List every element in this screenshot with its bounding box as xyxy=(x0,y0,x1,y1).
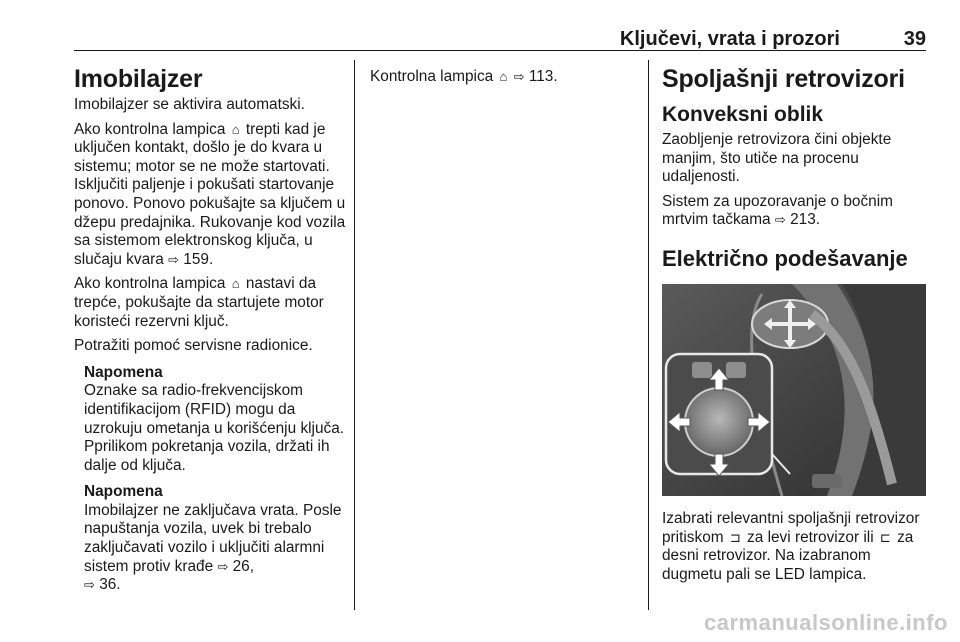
page-ref-link[interactable]: 36. xyxy=(99,576,121,594)
paragraph: Izabrati relevantni spoljašnji retrovizor pritiskom ⊐ za levi retrovizor ili ⊏ za desni retrovizor. Na izabranom dugmetu pali se LED lampica. xyxy=(662,509,920,583)
paragraph: Ako kontrolna lampica ⌂ nastavi da trepće, pokušajte da startujete motor koristeći rezervni ključ. xyxy=(74,275,324,330)
column-immobilizer xyxy=(74,64,346,603)
paragraph: Imobilajzer se aktivira automatski. xyxy=(74,96,305,113)
page-ref-link[interactable]: 213. xyxy=(790,211,821,229)
ref-arrow-icon: ⇨ xyxy=(217,558,229,574)
immobilizer-icon: ⌂ xyxy=(231,276,240,292)
immobilizer-icon: ⌂ xyxy=(231,121,240,137)
column-mirrors xyxy=(662,64,928,590)
chapter-title: Ključevi, vrata i prozori xyxy=(619,28,840,50)
mirror-select-left-button xyxy=(692,362,712,378)
note-text: Imobilajzer ne zaključava vrata. Posle napuštanja vozila, uvek bi trebalo zaključavati vozilo i uključiti alarmni sistem protiv krađe ⇨ 26, ⇨ 36. xyxy=(84,501,342,594)
section-heading: Imobilajzer xyxy=(74,65,203,93)
watermark: carmanualsonline.info xyxy=(704,610,948,635)
ref-arrow-icon: ⇨ xyxy=(84,577,95,593)
immobilizer-icon: ⌂ xyxy=(499,69,508,84)
ref-arrow-icon: ⇨ xyxy=(513,69,525,84)
mirror-adjust-knob xyxy=(685,388,753,456)
subsection-heading: Konveksni oblik xyxy=(662,103,824,126)
subsection-heading: Električno podešavanje xyxy=(662,245,908,271)
page-ref-link[interactable]: 26, xyxy=(232,557,255,575)
paragraph: Zaobljenje retrovizora čini objekte manjim, što utiče na procenu udaljenosti. xyxy=(662,131,892,186)
page-ref-link[interactable]: 113. xyxy=(528,68,558,85)
section-heading: Spoljašnji retrovizori xyxy=(662,65,905,93)
page-number: 39 xyxy=(903,28,926,50)
page-header xyxy=(74,26,926,51)
note-block xyxy=(74,364,346,595)
mirror-select-right-button xyxy=(726,362,746,378)
paragraph: Sistem za upozoravanje o bočnim mrtvim tačkama ⇨ 213. xyxy=(662,192,893,229)
note-title: Napomena xyxy=(84,483,163,501)
column-divider xyxy=(354,60,355,610)
paragraph: Kontrolna lampica ⌂ ⇨ 113. xyxy=(370,68,558,85)
note-text: Oznake sa radio-frekvencijskom identifikacijom (RFID) mogu da uzrokuju ometanja u korišćenju ključa. Pprilikom pokretanja vozila, držati ih dalje od ključa. xyxy=(84,382,345,474)
note-title: Napomena xyxy=(84,363,163,381)
column-middle xyxy=(370,64,632,93)
page-ref-link[interactable]: 159. xyxy=(183,250,214,268)
paragraph: Potražiti pomoć servisne radionice. xyxy=(74,337,313,355)
mirror-control-photo xyxy=(662,284,926,496)
mirror-left-icon: ⊐ xyxy=(729,529,741,545)
mirror-right-icon: ⊏ xyxy=(879,529,891,545)
column-divider xyxy=(648,60,649,610)
ref-arrow-icon: ⇨ xyxy=(774,212,786,228)
paragraph: Ako kontrolna lampica ⌂ trepti kad je uključen kontakt, došlo je do kvara u sistemu; motor se ne može startovati. Isključiti paljenje i pokušati startovanje ponovo. Ponovo pokušajte sa ključem u džepu predajnika. Rukovanje kod vozila sa sistemom elektronskog ključa, u slučaju kvara ⇨ 159. xyxy=(74,120,346,268)
ref-arrow-icon: ⇨ xyxy=(168,251,180,267)
